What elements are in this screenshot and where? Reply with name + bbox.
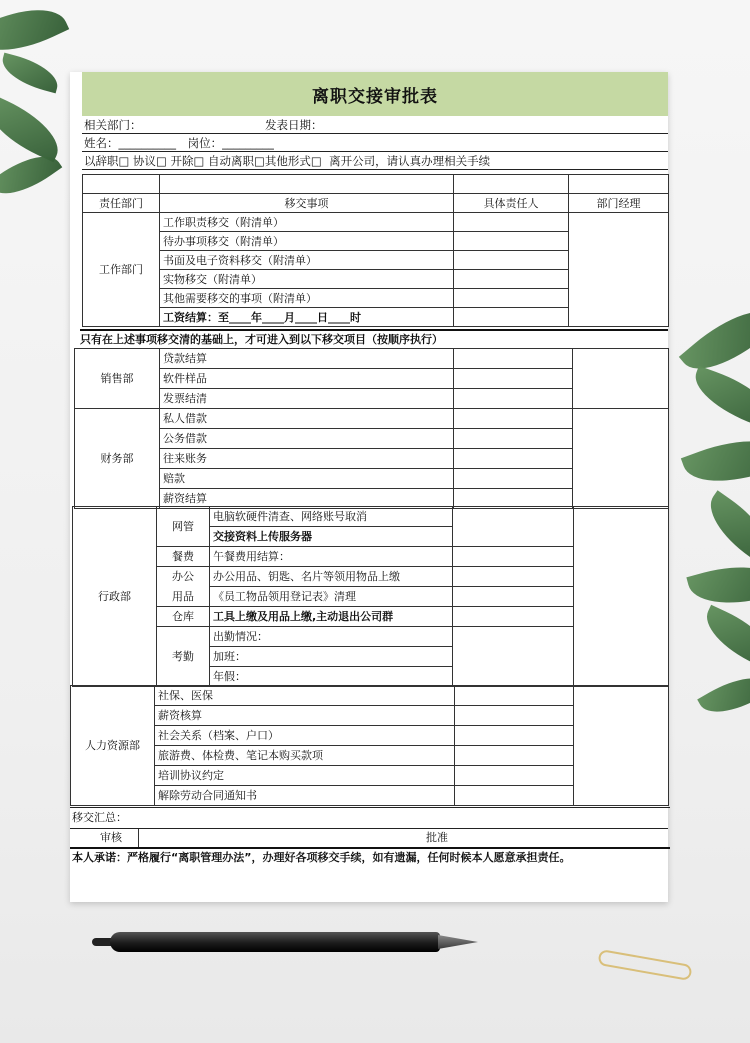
leaf-decoration xyxy=(686,554,750,616)
list-item: 薪资结算 xyxy=(160,489,454,509)
date-label: 发表日期： xyxy=(265,118,323,132)
list-item: 年假： xyxy=(210,667,453,687)
work-dept-table xyxy=(82,174,669,327)
office-label-2: 用品 xyxy=(157,587,210,607)
leaf-decoration xyxy=(0,94,69,163)
hr-dept-name: 人力资源部 xyxy=(71,686,155,806)
admin-dept-name: 行政部 xyxy=(73,507,157,687)
column-header-row xyxy=(83,194,669,213)
position-label: 岗位： xyxy=(187,136,223,150)
pen-decoration xyxy=(110,932,440,952)
leaf-decoration xyxy=(697,490,750,565)
dept-label: 相关部门： xyxy=(84,118,142,132)
list-item: 社保、医保 xyxy=(155,686,455,706)
list-item: 解除劳动合同通知书 xyxy=(155,786,455,806)
header-row-reason xyxy=(82,152,668,170)
review-label: 审核 xyxy=(100,831,122,844)
position-blank: _________ xyxy=(222,136,274,150)
col-person: 具体责任人 xyxy=(454,194,569,213)
summary-label: 移交汇总： xyxy=(72,811,127,824)
reason-line: 以辞职□ 协议□ 开除□ 自动离职□其他形式□ 离开公司，请认真办理相关手续 xyxy=(84,154,491,168)
leaf-decoration xyxy=(696,605,750,671)
form-title: 离职交接审批表 xyxy=(82,72,668,116)
list-item: 《员工物品领用登记表》清理 xyxy=(210,587,453,607)
list-item: 贷款结算 xyxy=(160,349,454,369)
list-item: 办公用品、钥匙、名片等领用物品上缴 xyxy=(210,567,453,587)
list-item: 书面及电子资料移交（附清单） xyxy=(160,251,454,270)
table-row xyxy=(75,349,669,369)
sales-dept-name: 销售部 xyxy=(75,349,160,409)
table-row xyxy=(83,213,669,232)
col-dept: 责任部门 xyxy=(83,194,160,213)
list-item: 工具上缴及用品上缴,主动退出公司群 xyxy=(210,607,453,627)
list-item: 薪资核算 xyxy=(155,706,455,726)
finance-dept-name: 财务部 xyxy=(75,409,160,509)
store-label: 仓库 xyxy=(157,607,210,627)
meal-label: 餐费 xyxy=(157,547,210,567)
approve-label: 批准 xyxy=(426,831,448,844)
work-dept-name: 工作部门 xyxy=(83,213,160,327)
notice-line: 只有在上述事项移交清的基础上，才可进入到以下移交项目（按顺序执行） xyxy=(80,329,668,349)
name-blank: __________ xyxy=(118,136,176,150)
leaf-decoration xyxy=(681,424,750,498)
hr-table xyxy=(70,685,669,806)
leaf-decoration xyxy=(697,665,750,726)
approval-row xyxy=(70,828,668,847)
table-row xyxy=(71,686,669,706)
list-item: 往来账务 xyxy=(160,449,454,469)
header-row-name xyxy=(82,134,668,152)
list-item: 电脑软硬件清查、网络账号取消 xyxy=(210,507,453,527)
list-item: 午餐费用结算： xyxy=(210,547,453,567)
col-items: 移交事项 xyxy=(160,194,454,213)
header-row-dept xyxy=(82,116,668,134)
form-paper xyxy=(70,72,668,902)
list-item: 社会关系（档案、户口） xyxy=(155,726,455,746)
col-manager: 部门经理 xyxy=(569,194,669,213)
list-item: 发票结清 xyxy=(160,389,454,409)
list-item: 加班： xyxy=(210,647,453,667)
sales-finance-table xyxy=(74,348,669,509)
list-item: 软件样品 xyxy=(160,369,454,389)
leaf-decoration xyxy=(687,366,750,431)
admin-table xyxy=(72,506,669,687)
list-item: 培训协议约定 xyxy=(155,766,455,786)
list-item: 工作职责移交（附清单） xyxy=(160,213,454,232)
office-label-1: 办公 xyxy=(157,567,210,587)
list-item: 实物移交（附清单） xyxy=(160,270,454,289)
list-item: 交接资料上传服务器 xyxy=(210,527,453,547)
name-label: 姓名： xyxy=(84,136,119,150)
list-item: 其他需要移交的事项（附清单） xyxy=(160,289,454,308)
table-row xyxy=(75,409,669,429)
pen-tip-decoration xyxy=(438,935,478,949)
list-item: 私人借款 xyxy=(160,409,454,429)
pledge-text: 本人承诺：严格履行“离职管理办法”，办理好各项移交手续，如有遗漏，任何时候本人愿意承担责任。 xyxy=(70,847,670,867)
attend-label: 考勤 xyxy=(157,627,210,687)
spacer-row xyxy=(83,175,669,194)
list-item: 旅游费、体检费、笔记本购买款项 xyxy=(155,746,455,766)
list-item: 赔款 xyxy=(160,469,454,489)
it-label: 网管 xyxy=(157,507,210,547)
salary-line: 工资结算：至____年____月____日____时 xyxy=(160,308,454,327)
approval-divider xyxy=(138,829,139,847)
list-item: 公务借款 xyxy=(160,429,454,449)
list-item: 出勤情况： xyxy=(210,627,453,647)
list-item: 待办事项移交（附清单） xyxy=(160,232,454,251)
leaf-decoration xyxy=(0,53,62,94)
summary-row xyxy=(70,807,670,828)
paperclip-decoration xyxy=(597,949,692,981)
table-row xyxy=(73,507,669,527)
